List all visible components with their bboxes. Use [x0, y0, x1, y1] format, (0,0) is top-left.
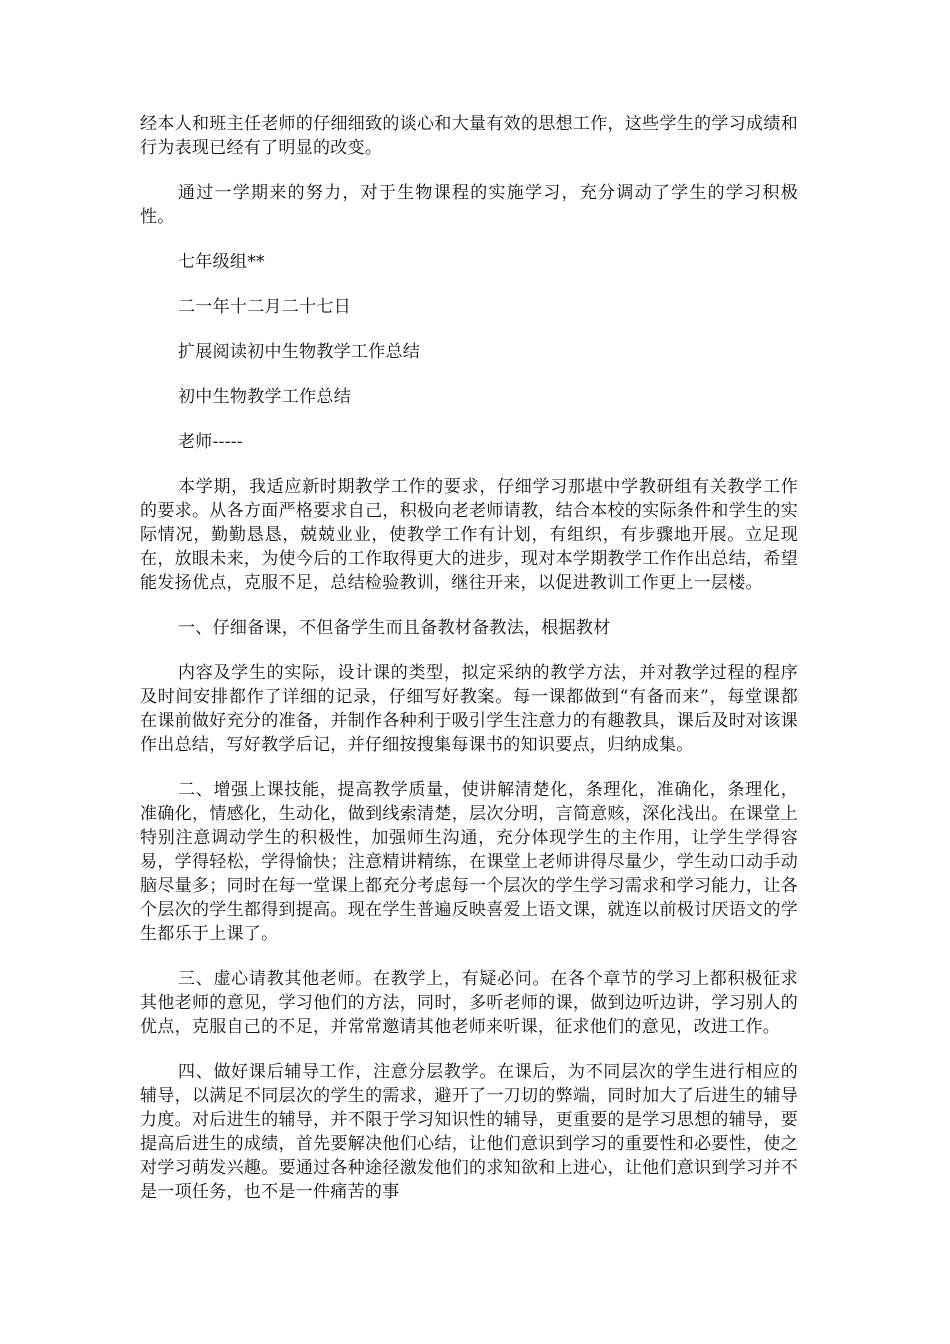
paragraph-section-3: 三、虚心请教其他老师。在教学上，有疑必问。在各个章节的学习上都积极征求其他老师的意见，学习他们的方法，同时，多听老师的课，做到边听边讲，学习别人的优点，克服自己的不足，并常常邀请其他老师来听课，征求他们的意见，改进工作。	[140, 969, 798, 1037]
signature-date: 二一年十二月二十七日	[178, 297, 351, 317]
paragraph-section-4: 四、做好课后辅导工作，注意分层教学。在课后，为不同层次的学生进行相应的辅导，以满足不同层次的学生的需求，避开了一刀切的弊端，同时加大了后进生的辅导力度。对后进生的辅导，并不限于学习知识性的辅导，更重要的是学习思想的辅导，要提高后进生的成绩，首先要解决他们心结，让他们意识到学习的重要性和必要性，使之对学习萌发兴趣。要通过各种途径激发他们的求知欲和上进心，让他们意识到学习并不是一项任务，也不是一件痛苦的事	[140, 1062, 798, 1202]
paragraph-section-2: 二、增强上课技能，提高教学质量，使讲解清楚化，条理化，准确化，条理化，准确化，情感化，生动化，做到线索清楚，层次分明，言简意赅，深化浅出。在课堂上特别注意调动学生的积极性，加强师生沟通，充分体现学生的主作用，让学生学得容易，学得轻松，学得愉快；注意精讲精练，在课堂上老师讲得尽量少，学生动口动手动脑尽量多；同时在每一堂课上都充分考虑每一个层次的学生学习需求和学习能力，让各个层次的学生都得到提高。现在学生普遍反映喜爱上语文课，就连以前极讨厌语文的学生都乐于上课了。	[140, 780, 798, 944]
section-heading-1: 一、仔细备课，不但备学生而且备教材备教法，根据教材	[178, 618, 611, 638]
paragraph-continuation: 经本人和班主任老师的仔细细致的谈心和大量有效的思想工作，这些学生的学习成绩和行为表现已经有了明显的改变。	[140, 114, 798, 158]
document-title: 初中生物教学工作总结	[178, 387, 351, 407]
paragraph-section-1-body: 内容及学生的实际，设计课的类型，拟定采纳的教学方法，并对教学过程的程序及时间安排都作了详细的记录，仔细写好教案。每一课都做到“有备而来”，每堂课都在课前做好充分的准备，并制作各种利于吸引学生注意力的有趣教具，课后及时对该课作出总结，写好教学后记，并仔细按搜集每课书的知识要点，归纳成集。	[140, 663, 798, 755]
signature-group: 七年级组**	[178, 252, 265, 272]
teacher-line: 老师-----	[178, 432, 243, 452]
paragraph-intro: 本学期，我适应新时期教学工作的要求，仔细学习那堪中学教研组有关教学工作的要求。从各方面严格要求自己，积极向老老师请教，结合本校的实际条件和学生的实际情况，勤勤恳恳，兢兢业业，使教学工作有计划，有组织，有步骤地开展。立足现在，放眼未来，为使今后的工作取得更大的进步，现对本学期教学工作作出总结，希望能发扬优点，克服不足，总结检验教训，继往开来，以促进教训工作更上一层楼。	[140, 477, 798, 593]
extended-reading-heading: 扩展阅读初中生物教学工作总结	[178, 342, 421, 362]
paragraph-summary-statement: 通过一学期来的努力，对于生物课程的实施学习，充分调动了学生的学习积极性。	[140, 183, 798, 227]
